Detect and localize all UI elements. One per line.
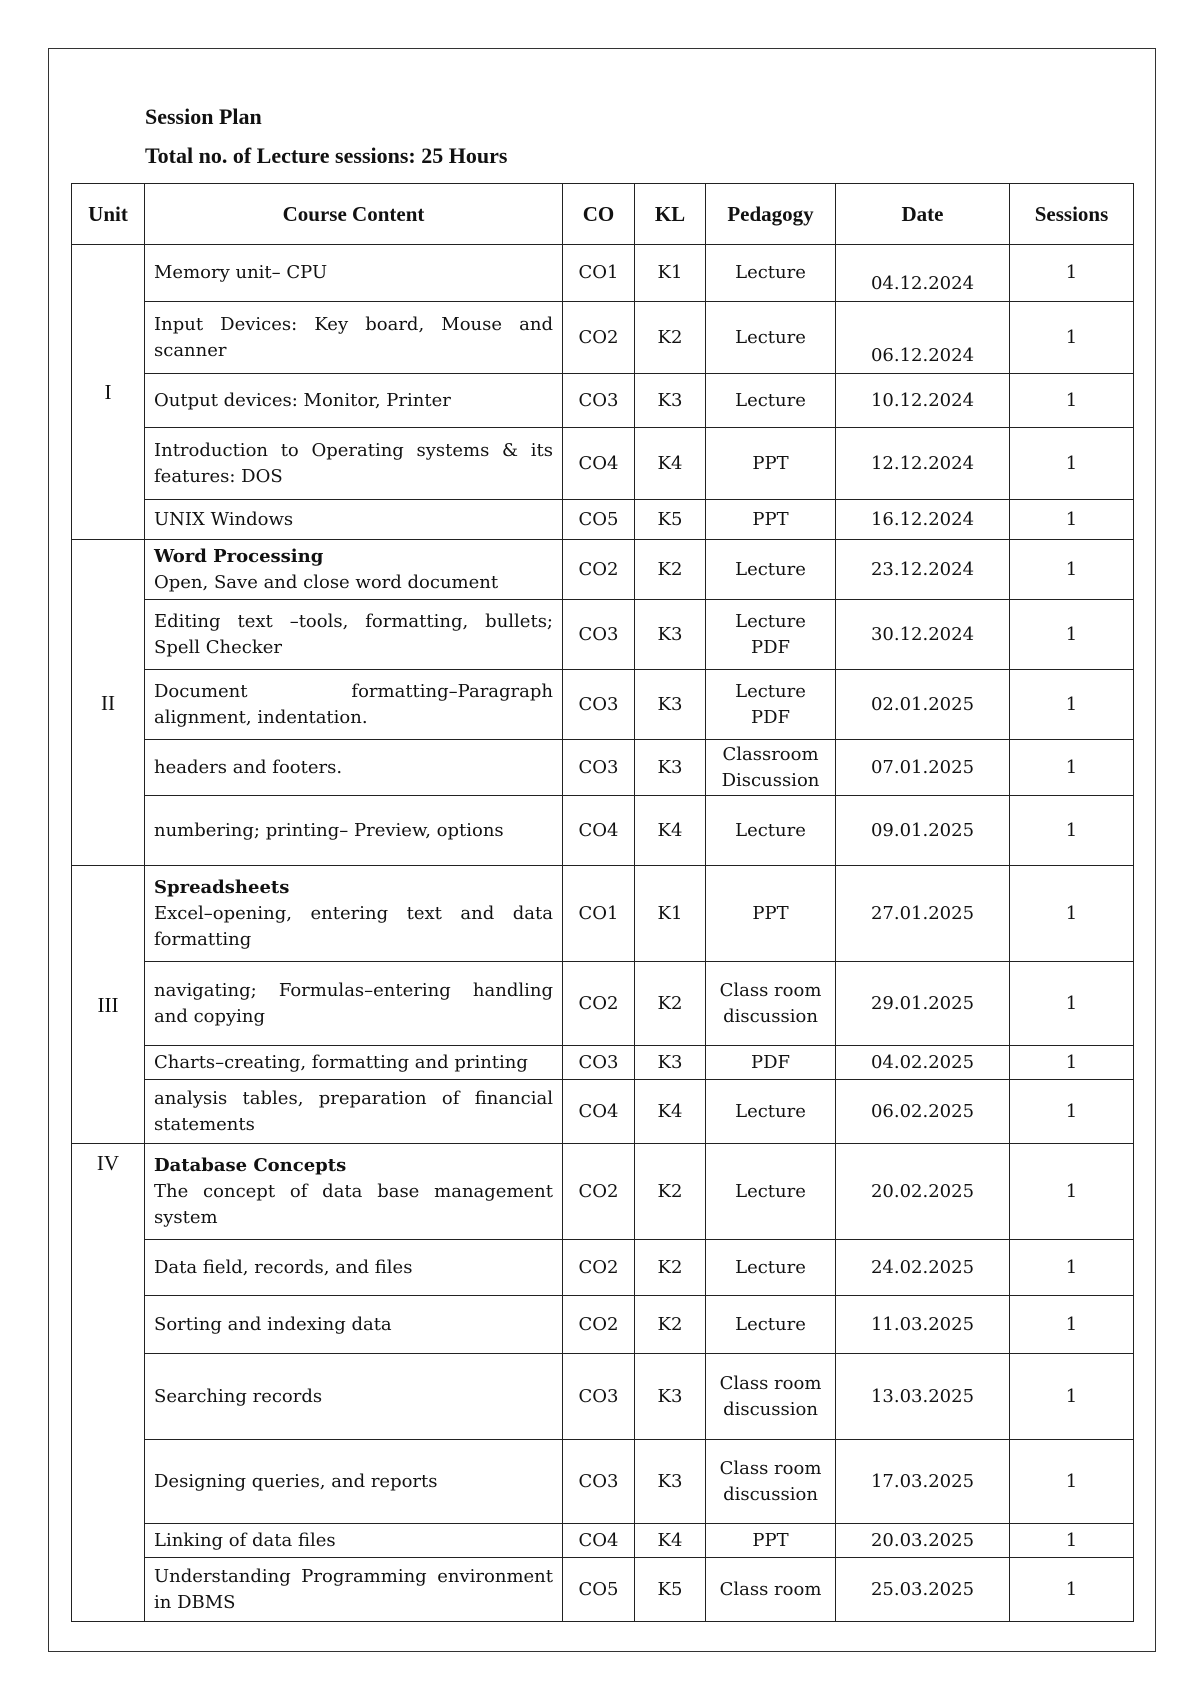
section-title: Database Concepts <box>154 1154 347 1176</box>
course-content-text: Input Devices: Key board, Mouse and scanner <box>154 313 553 361</box>
co-cell: CO3 <box>563 1440 635 1524</box>
course-content-text: UNIX Windows <box>154 508 294 530</box>
kl-cell: K1 <box>635 866 706 962</box>
course-content-text: navigating; Formulas–entering handling and copying <box>154 979 553 1027</box>
co-cell: CO2 <box>563 962 635 1046</box>
header-course-content: Course Content <box>145 184 563 245</box>
pedagogy-cell: Lecture <box>706 540 836 600</box>
unit-label: I <box>72 245 145 540</box>
pedagogy-cell: Lecture <box>706 1296 836 1354</box>
unit-label: II <box>72 540 145 866</box>
table-row <box>72 500 1134 540</box>
sessions-cell: 1 <box>1010 796 1134 866</box>
date-cell: 02.01.2025 <box>836 670 1010 740</box>
date-cell: 16.12.2024 <box>836 500 1010 540</box>
pedagogy-cell: PPT <box>706 1524 836 1558</box>
table-row <box>72 1524 1134 1558</box>
pedagogy-cell: Lecture <box>706 1144 836 1240</box>
co-cell: CO3 <box>563 1354 635 1440</box>
co-cell: CO3 <box>563 600 635 670</box>
date-cell: 11.03.2025 <box>836 1296 1010 1354</box>
course-content-text: The concept of data base management system <box>154 1180 553 1228</box>
table-row <box>72 670 1134 740</box>
pedagogy-cell: PDF <box>706 1046 836 1080</box>
date-cell: 20.02.2025 <box>836 1144 1010 1240</box>
kl-cell: K4 <box>635 1524 706 1558</box>
table-row <box>72 866 1134 962</box>
sessions-cell: 1 <box>1010 245 1134 302</box>
course-content-cell <box>145 374 563 428</box>
course-content-cell <box>145 1524 563 1558</box>
course-content-cell <box>145 1296 563 1354</box>
session-plan-heading: Session Plan <box>145 104 262 129</box>
course-content-cell <box>145 1240 563 1296</box>
section-title: Spreadsheets <box>154 876 290 898</box>
course-content-text: Memory unit– CPU <box>154 262 328 283</box>
co-cell: CO3 <box>563 374 635 428</box>
sessions-cell: 1 <box>1010 374 1134 428</box>
date-cell: 09.01.2025 <box>836 796 1010 866</box>
table-row <box>72 1440 1134 1524</box>
date-cell: 13.03.2025 <box>836 1354 1010 1440</box>
header-unit: Unit <box>72 184 145 245</box>
sessions-cell: 1 <box>1010 1524 1134 1558</box>
unit-label: IV <box>72 1144 145 1622</box>
kl-cell: K2 <box>635 1296 706 1354</box>
course-content-text: Linking of data files <box>154 1529 336 1551</box>
kl-cell: K3 <box>635 740 706 796</box>
course-content-text: Sorting and indexing data <box>154 1313 392 1335</box>
pedagogy-cell: Class room discussion <box>706 1440 836 1524</box>
table-row <box>72 1558 1134 1622</box>
date-cell: 10.12.2024 <box>836 374 1010 428</box>
kl-cell: K3 <box>635 374 706 428</box>
table-row <box>72 740 1134 796</box>
sessions-cell: 1 <box>1010 740 1134 796</box>
pedagogy-cell: Classroom Discussion <box>706 740 836 796</box>
sessions-cell: 1 <box>1010 500 1134 540</box>
sessions-cell: 1 <box>1010 1440 1134 1524</box>
course-content-cell <box>145 1080 563 1144</box>
co-cell: CO4 <box>563 428 635 500</box>
kl-cell: K1 <box>635 245 706 302</box>
kl-cell: K5 <box>635 1558 706 1622</box>
date-cell: 29.01.2025 <box>836 962 1010 1046</box>
date-cell: 23.12.2024 <box>836 540 1010 600</box>
total-sessions-heading: Total no. of Lecture sessions: 25 Hours <box>145 143 508 168</box>
course-content-cell <box>145 1558 563 1622</box>
course-content-cell <box>145 245 563 302</box>
kl-cell: K4 <box>635 428 706 500</box>
sessions-cell: 1 <box>1010 962 1134 1046</box>
pedagogy-cell: Lecture <box>706 245 836 302</box>
header-kl: KL <box>635 184 706 245</box>
course-content-cell <box>145 500 563 540</box>
header-pedagogy: Pedagogy <box>706 184 836 245</box>
sessions-cell: 1 <box>1010 540 1134 600</box>
course-content-cell <box>145 670 563 740</box>
co-cell: CO4 <box>563 1080 635 1144</box>
course-content-cell <box>145 540 563 600</box>
course-content-cell <box>145 962 563 1046</box>
sessions-cell: 1 <box>1010 600 1134 670</box>
co-cell: CO3 <box>563 740 635 796</box>
sessions-cell: 1 <box>1010 302 1134 374</box>
table-row <box>72 245 1134 302</box>
course-content-cell <box>145 740 563 796</box>
sessions-cell: 1 <box>1010 1144 1134 1240</box>
course-content-cell <box>145 796 563 866</box>
course-content-cell <box>145 1144 563 1240</box>
co-cell: CO2 <box>563 1144 635 1240</box>
date-cell: 06.02.2025 <box>836 1080 1010 1144</box>
course-content-text: Open, Save and close word document <box>154 571 499 593</box>
co-cell: CO2 <box>563 1296 635 1354</box>
co-cell: CO2 <box>563 540 635 600</box>
table-row <box>72 1080 1134 1144</box>
kl-cell: K2 <box>635 962 706 1046</box>
co-cell: CO1 <box>563 866 635 962</box>
kl-cell: K3 <box>635 1440 706 1524</box>
sessions-cell: 1 <box>1010 866 1134 962</box>
kl-cell: K5 <box>635 500 706 540</box>
course-content-text: Output devices: Monitor, Printer <box>154 389 451 411</box>
pedagogy-cell: PPT <box>706 866 836 962</box>
course-content-cell <box>145 1354 563 1440</box>
pedagogy-cell: Class room discussion <box>706 962 836 1046</box>
course-content-cell <box>145 1440 563 1524</box>
sessions-cell: 1 <box>1010 1558 1134 1622</box>
course-content-cell <box>145 1046 563 1080</box>
co-cell: CO4 <box>563 1524 635 1558</box>
table-row <box>72 962 1134 1046</box>
course-content-text: headers and footers. <box>154 756 343 778</box>
header-date: Date <box>836 184 1010 245</box>
pedagogy-cell: PPT <box>706 428 836 500</box>
table-row <box>72 374 1134 428</box>
table-row <box>72 600 1134 670</box>
co-cell: CO2 <box>563 302 635 374</box>
course-content-text: Document formatting–Paragraph alignment, indentation. <box>154 680 553 728</box>
sessions-cell: 1 <box>1010 670 1134 740</box>
co-cell: CO5 <box>563 500 635 540</box>
sessions-cell: 1 <box>1010 1046 1134 1080</box>
sessions-cell: 1 <box>1010 428 1134 500</box>
section-title: Word Processing <box>154 545 324 567</box>
kl-cell: K2 <box>635 540 706 600</box>
kl-cell: K3 <box>635 1354 706 1440</box>
pedagogy-cell: Lecture <box>706 302 836 374</box>
table-row <box>72 1240 1134 1296</box>
sessions-cell: 1 <box>1010 1240 1134 1296</box>
session-plan-table <box>71 183 1134 1622</box>
pedagogy-cell: Class room discussion <box>706 1354 836 1440</box>
pedagogy-cell: Lecture <box>706 796 836 866</box>
co-cell: CO2 <box>563 1240 635 1296</box>
course-content-text: Introduction to Operating systems & its features: DOS <box>154 439 553 487</box>
date-cell: 25.03.2025 <box>836 1558 1010 1622</box>
table-row <box>72 540 1134 600</box>
header-sessions: Sessions <box>1010 184 1134 245</box>
unit-label: III <box>72 866 145 1144</box>
pedagogy-cell: Class room <box>706 1558 836 1622</box>
co-cell: CO1 <box>563 245 635 302</box>
table-row <box>72 1046 1134 1080</box>
kl-cell: K2 <box>635 1144 706 1240</box>
pedagogy-cell: Lecture PDF <box>706 600 836 670</box>
course-content-text: Designing queries, and reports <box>154 1470 438 1492</box>
course-content-cell <box>145 866 563 962</box>
kl-cell: K3 <box>635 600 706 670</box>
course-content-cell <box>145 428 563 500</box>
kl-cell: K2 <box>635 302 706 374</box>
table-row <box>72 428 1134 500</box>
sessions-cell: 1 <box>1010 1080 1134 1144</box>
date-cell: 17.03.2025 <box>836 1440 1010 1524</box>
table-row <box>72 796 1134 866</box>
table-header-row <box>72 184 1134 245</box>
header-co: CO <box>563 184 635 245</box>
kl-cell: K3 <box>635 1046 706 1080</box>
table-row <box>72 1354 1134 1440</box>
co-cell: CO5 <box>563 1558 635 1622</box>
date-cell: 12.12.2024 <box>836 428 1010 500</box>
co-cell: CO4 <box>563 796 635 866</box>
course-content-text: Data field, records, and files <box>154 1256 413 1278</box>
kl-cell: K4 <box>635 796 706 866</box>
date-cell: 20.03.2025 <box>836 1524 1010 1558</box>
kl-cell: K4 <box>635 1080 706 1144</box>
course-content-text: Understanding Programming environment in DBMS <box>154 1565 553 1613</box>
table-row <box>72 302 1134 374</box>
date-cell: 04.12.2024 <box>836 245 1010 302</box>
course-content-cell <box>145 302 563 374</box>
sessions-cell: 1 <box>1010 1354 1134 1440</box>
kl-cell: K3 <box>635 670 706 740</box>
co-cell: CO3 <box>563 670 635 740</box>
date-cell: 04.02.2025 <box>836 1046 1010 1080</box>
kl-cell: K2 <box>635 1240 706 1296</box>
date-cell: 24.02.2025 <box>836 1240 1010 1296</box>
course-content-text: analysis tables, preparation of financial statements <box>154 1087 553 1135</box>
course-content-text: Searching records <box>154 1385 323 1407</box>
date-cell: 06.12.2024 <box>836 302 1010 374</box>
pedagogy-cell: Lecture <box>706 374 836 428</box>
pedagogy-cell: Lecture PDF <box>706 670 836 740</box>
course-content-text: numbering; printing– Preview, options <box>154 819 504 841</box>
sessions-cell: 1 <box>1010 1296 1134 1354</box>
table-row <box>72 1296 1134 1354</box>
pedagogy-cell: Lecture <box>706 1240 836 1296</box>
pedagogy-cell: Lecture <box>706 1080 836 1144</box>
course-content-text: Charts–creating, formatting and printing <box>154 1051 528 1073</box>
course-content-text: Excel–opening, entering text and data formatting <box>154 902 553 950</box>
date-cell: 27.01.2025 <box>836 866 1010 962</box>
pedagogy-cell: PPT <box>706 500 836 540</box>
date-cell: 30.12.2024 <box>836 600 1010 670</box>
course-content-text: Editing text –tools, formatting, bullets; Spell Checker <box>154 610 553 658</box>
date-cell: 07.01.2025 <box>836 740 1010 796</box>
course-content-cell <box>145 600 563 670</box>
table-row <box>72 1144 1134 1240</box>
co-cell: CO3 <box>563 1046 635 1080</box>
